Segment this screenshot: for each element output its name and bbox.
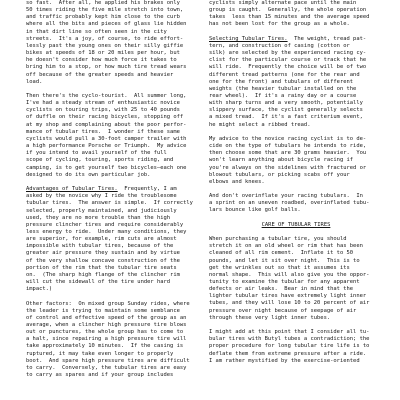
- left-column: [26, 0, 200, 386]
- section-heading-advantages: Advantages of Tubular Tires.: [26, 186, 118, 193]
- paragraph: so fast. After all, he applied his brakes only 50 times riding the five mile stretch into town, and traffic probably kept him close to the curb where all the bits and pieces of glass lie hidden in that dirt line so often seen in the city streets. It's a joy, of course, to ride effort- lessly past the young ones on their silly giffie bikes at speeds of 18 or 20 miles per hour, but he doesn't consider how much force it takes to bring him to a stop, or how much tire tread wears off because of the greater speeds and heavier load.: [26, 0, 187, 85]
- paragraph: I might add at this point that I consider all tu- bular tires with Butyl tubes a contradiction; the proper procedure for long tubular tire life is to deflate them from extreme pressure after a ride. I am rather mystified by the exercise-oriented: [209, 329, 370, 364]
- paragraph: My advice to the novice racing cyclist is to de- cide on the type of tubulars he intends to ride, then choose some that are 30 grams heavier. You won't learn anything about bicycle racing if you're always on the sidelines with fractured or blowout tubulars, or picking scabs off your elbows and knees.: [209, 135, 367, 185]
- paragraph-text: The weight, tread pat- tern, and construction of casing (cotton or silk) are selected by the experienced racing cy- clist for the particular course or track that he will ride. Frequently the choice will be of two different tread patterns (one for the rear and one for the front) and tubulars of different weights (the heavier tubular installed on the rear wheel). If it's a rainy day or a course with sharp turns and a very smooth, potentially slippery surface, the cyclist generally selects a mixed tread. If it's a fast criterium event, he might select a ribbed tread.: [209, 35, 367, 128]
- section-heading-selecting: Selecting Tubular Tires.: [209, 35, 288, 42]
- paragraph: When purchasing a tubular tire, you should stretch it on an old wheel or rim that has been cleaned of all rim cement. Inflate it to 50 pounds, and let it sit over night. This is to get the wrinkles out so that it assumes its normal shape. This will also give you the oppor- tunity to examine the tubular for any apparent defects or air leaks. Bear in mind that the lighter tubular tires have extremely light inner tubes, and they will lose 10 to 20 percent of air pressure over night because of seepage of air through these very light inner tubes.: [209, 236, 370, 321]
- section-heading-care: CARE OF TUBULAR TIRES: [261, 221, 331, 228]
- paragraph: cyclists simply alternate pace until the main group is caught. Generally, the whole operation takes less than 15 minutes and the average speed has not been lost for the group as a whole.: [209, 0, 370, 28]
- paragraph-with-heading: [209, 36, 383, 129]
- paragraph: Then there's the cyclo-tourist. All summer long, I've had a steady stream of enthusiastic novice cyclists on touring trips, with 25 to 40 pounds of duffle on their racing bicycles, stopping off at my shop and complaining about the poor perfor- mance of tubular tires. I wonder if these same cyclists would pull a 30-foot camper trailer with a high performance Porsche or Triumph. My advice if you intend to avail yourself of the full scope of cycling, touring, sports riding, and camping, is to get yourself two bicycles—each one designed to do its own particular job.: [26, 93, 187, 178]
- paragraph: And don't overinflate your racing tubulars. In a sprint on an uneven roadbed, overinflated tubu- lars bounce like golf balls.: [209, 193, 370, 214]
- paragraph: Other factors: On mixed group Sunday rides, where the leader is trying to maintain some semblance of control and effective speed of the group as an average, when a clincher high pressure tire blows out or punctures, the whole group has to come to a halt, since repairing a high pressure tire will take approximately 10 minutes. If the casing is ruptured, it may take even longer to properly boot. And spare high pressure tires are difficult to carry. Conversely, the tubular tires are easy to carry as spares and if your group includes: [26, 300, 190, 379]
- paragraph-text: Frequently, I am asked by the novice why I ride the troublesome tubular tires. The answer is simple. If correctly selected, properly maintained, and judiciously used, they are no more trouble than the high pressure clincher tires and require considerably less energy to ride. Under many conditions, they are superior, for example, rim cuts are almost impossible with tubular tires, because of the greater air pressure they sustain and by virtue of the very shallow concave construction of the portion of the rim that the tubular tire seats on. (The sharp high flange of the clincher rim will cut the sidewall of the tire under hard impact.): [26, 186, 193, 293]
- right-column: [209, 0, 383, 372]
- paragraph-with-heading: [26, 186, 200, 293]
